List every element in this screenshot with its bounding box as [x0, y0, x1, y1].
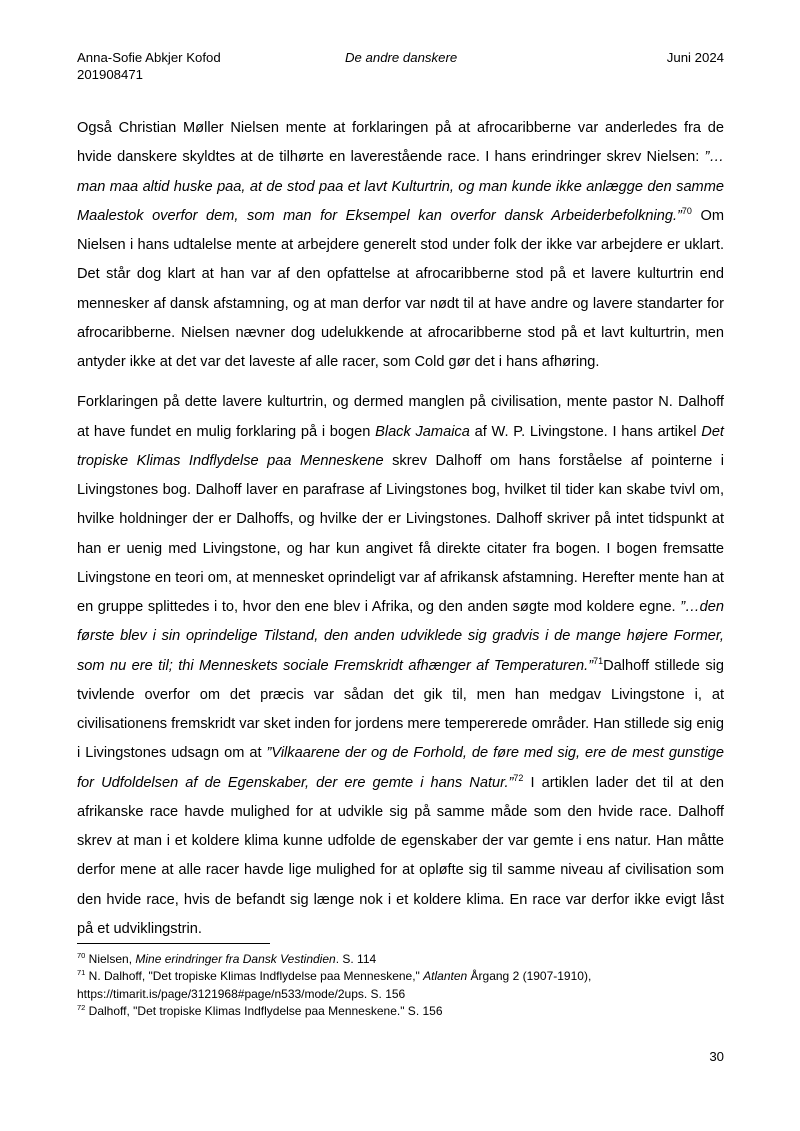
footnote-reference: 71 [593, 655, 604, 666]
italic-text: Det tropiske Klimas Indflydelse paa Menneskene [77, 423, 724, 469]
text-run: skrev Dalhoff om hans forståelse af pointerne i Livingstones bog. Dalhoff laver en parafrase af Livingstones bog, hvilket til tider kan skabe tvivl om, hvilke holdninger der er Dalhoffs, og hvilke der er Livingstones. Dalhoff skriver på intet tidspunkt at han er uenig med Livingstone, og har kun angivet få direkte citater fra bogen. I bogen fremsatte Livingstone en teori om, at mennesket oprindeligt var af afrikansk afstamning. Herefter mente han at en gruppe splittedes i to, hvor den ene blev i Afrika, og den anden søgte mod koldere egne. [77, 452, 724, 615]
footnote [77, 951, 724, 968]
header-author: Anna-Sofie Abkjer Kofod [77, 50, 221, 65]
footnote-reference: 70 [681, 205, 692, 216]
text-run: Årgang 2 (1907-1910), https://timarit.is/page/3121968#page/n533/mode/2ups. S. 156 [77, 969, 592, 1001]
footnotes [77, 951, 724, 1021]
footnote-separator [77, 943, 270, 944]
footnote-number: 72 [77, 1003, 86, 1013]
body-text [77, 114, 724, 955]
text-run: Forklaringen på dette lavere kulturtrin, og dermed manglen på civilisation, mente pastor N. Dalhoff at have fundet en mulig forklaring på i bogen [77, 394, 724, 440]
text-run: . S. 114 [335, 952, 377, 966]
italic-text: ”…man maa altid huske paa, at de stod paa et lavt Kulturtrin, og man kunde ikke anlægge den samme Maalestok overfor dem, som man for Eksempel kan overfor dansk Arbeiderbefolkning.” [77, 149, 724, 224]
header-student-id: 201908471 [77, 67, 144, 82]
page-header [77, 49, 724, 89]
paragraph [77, 114, 724, 377]
italic-text: Black Jamaica [375, 423, 470, 440]
footnote-reference: 72 [513, 772, 524, 783]
italic-text: ”Vilkaarene der og de Forhold, de føre med sig, ere de mest gunstige for Udfoldelsen af de Egenskaber, der ere gemte i hans Natur.” [77, 745, 724, 791]
text-run: af W. P. Livingstone. I hans artikel [469, 423, 702, 440]
italic-text: ”…den første blev i sin oprindelige Tilstand, den anden udviklede sig gradvis i de mange højere Former, som nu ere til; thi Menneskets sociale Fremskridt afhænger af Temperaturen.” [77, 599, 724, 674]
header-date: Juni 2024 [666, 50, 724, 65]
page-number: 30 [709, 1049, 724, 1064]
header-document-title: De andre danskere [345, 50, 458, 65]
italic-text: Mine erindringer fra Dansk Vestindien [135, 952, 336, 966]
footnote-number: 70 [77, 951, 86, 960]
text-run: N. Dalhoff, "Det tropiske Klimas Indflydelse paa Menneskene," [85, 969, 424, 984]
footnote-number: 71 [77, 968, 86, 978]
text-run: I artiklen lader det til at den afrikanske race havde mulighed for at udvikle sig på samme måde som den hvide race. Dalhoff skrev at man i et koldere klima kunne udfolde de egenskaber der var gemte i ens natur. Han måtte derfor mene at alle racer havde lige mulighed for at opløfte sig til samme niveau af civilisation som den hvide race, hvis de befandt sig længe nok i et koldere klima. En race var derfor ikke evigt låst på et udviklingstrin. [77, 774, 724, 937]
footnote [77, 1003, 724, 1020]
text-run: Nielsen, [85, 952, 136, 966]
text-run: Også Christian Møller Nielsen mente at forklaringen på at afrocaribberne var anderledes fra de hvide danskere skyldtes at de tilhørte en laverestående race. I hans erindringer skrev Nielsen: [77, 120, 724, 166]
footnote [77, 968, 724, 1003]
paragraph [77, 388, 724, 944]
text-run: Om Nielsen i hans udtalelse mente at arbejdere generelt stod under folk der ikke var arbejdere er uklart. Det står dog klart at han var af den opfattelse at afrocaribberne stod på et lavere kulturtrin end mennesker af dansk afstamning, og at man derfor var nødt til at have andre og lavere standarter for afrocaribberne. Nielsen nævner dog udelukkende at afrocaribberne stod på et lavt kulturtrin, men antyder ikke at det var det laveste af alle racer, som Cold gør det i hans afhøring. [77, 207, 724, 370]
italic-text: Atlanten [423, 969, 468, 984]
text-run: Dalhoff, "Det tropiske Klimas Indflydelse paa Menneskene." S. 156 [85, 1004, 443, 1019]
text-run: Dalhoff stillede sig tvivlende overfor om det præcis var sådan det gik til, men han medgav Livingstone i, at civilisationens fremskridt var sket inden for jordens mere tempererede områder. Han stillede sig enig i Livingstones udsagn om at [77, 657, 724, 762]
